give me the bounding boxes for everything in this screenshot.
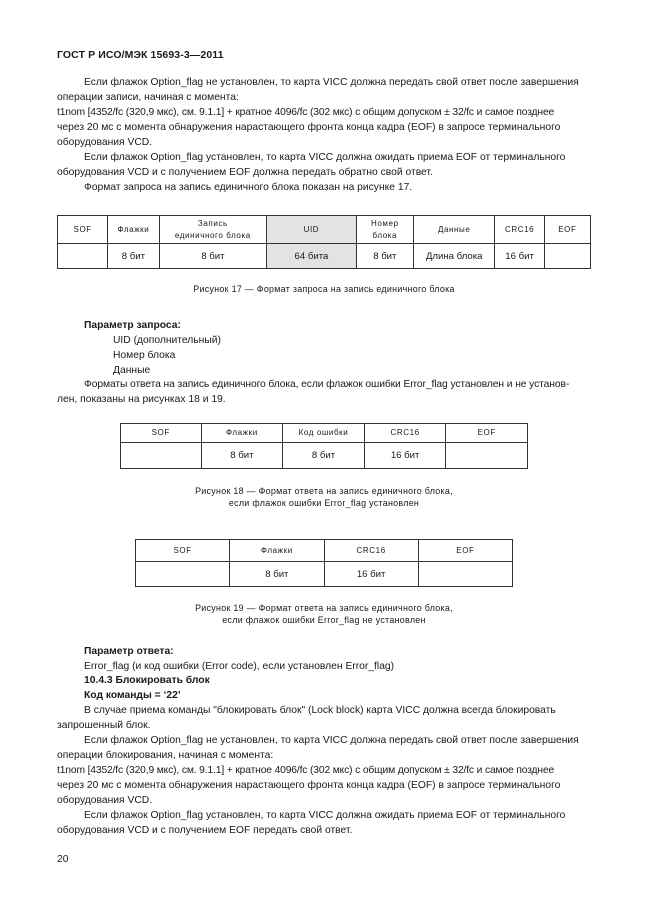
- fig18-header-error-code: Код ошибки: [283, 424, 365, 443]
- fig17-header-crc16: CRC16: [495, 216, 544, 244]
- fig19-header-sof: SOF: [136, 540, 230, 562]
- para6-line2: операции блокирования, начиная с момента:: [57, 750, 274, 761]
- fig17-header-eof: EOF: [544, 216, 590, 244]
- para5-line1: В случае приема команды "блокировать блок" (Lock block) карта VICC должна всегда блокировать: [84, 705, 556, 716]
- fig17-header-uid: UID: [267, 216, 357, 244]
- fig18-header-crc16: CRC16: [364, 424, 446, 443]
- fig18-value-crc16: 16 бит: [364, 443, 446, 469]
- fig17-header-flags: Флажки: [108, 216, 159, 244]
- fig18-value-flags: 8 бит: [201, 443, 283, 469]
- document-header: ГОСТ Р ИСО/МЭК 15693-3—2011: [57, 49, 224, 61]
- para6-line5: оборудования VCD.: [57, 795, 153, 806]
- response-param-error-flag: Error_flag (и код ошибки (Error code), если установлен Error_flag): [84, 661, 395, 672]
- para4-line2: лен, показаны на рисунках 18 и 19.: [57, 394, 226, 405]
- para1-line1: Если флажок Option_flag не установлен, то карта VICC должна передать свой ответ после завершения: [84, 77, 579, 88]
- figure-18-caption-line1: Рисунок 18 — Формат ответа на запись единичного блока,: [195, 486, 453, 496]
- para6-line4: через 20 мс с момента обнаружения нарастающего фронта конца кадра (EOF) в запросе терминального: [57, 780, 561, 791]
- para2-line1: Если флажок Option_flag установлен, то карта VICC должна ожидать приема EOF от терминального: [84, 152, 566, 163]
- para1-line3: t1nom [4352/fc (320,9 мкс), см. 9.1.1] + кратное 4096/fc (302 мкс) с общим допуском ± 32/fc и самое позднее: [57, 107, 555, 118]
- fig17-value-uid: 64 бита: [267, 244, 357, 269]
- para1-line4: через 20 мс с момента обнаружения нарастающего фронта конца кадра (EOF) в запросе терминального: [57, 122, 561, 133]
- figure-18-caption-line2: если флажок ошибки Error_flag установлен: [228, 498, 420, 508]
- fig18-header-sof: SOF: [121, 424, 202, 443]
- fig19-value-eof: [418, 562, 512, 587]
- figure-19-table: [135, 539, 513, 587]
- para4-line1: Форматы ответа на запись единичного блока, если флажок ошибки Error_flag установлен и не установ-: [84, 379, 570, 390]
- para1-line2: операции записи, начиная с момента:: [57, 92, 239, 103]
- command-code: Код команды = ‘22’: [84, 690, 181, 701]
- para7-line2: оборудования VCD и с получением EOF передать свой ответ.: [57, 825, 353, 836]
- figure-19-caption-line2: если флажок ошибки Error_flag не установлен: [222, 615, 426, 625]
- fig18-header-flags: Флажки: [201, 424, 283, 443]
- figure-19-caption-line1: Рисунок 19 — Формат ответа на запись единичного блока,: [195, 603, 453, 613]
- fig19-value-flags: 8 бит: [230, 562, 324, 587]
- request-params-title: Параметр запроса:: [84, 320, 181, 331]
- fig17-header-block-number-line2: блока: [372, 230, 398, 240]
- fig19-value-crc16: 16 бит: [324, 562, 418, 587]
- fig17-value-flags: 8 бит: [108, 244, 159, 269]
- fig17-value-sof: [58, 244, 108, 269]
- request-param-data: Данные: [113, 365, 151, 376]
- fig18-value-eof: [446, 443, 528, 469]
- fig19-header-crc16: CRC16: [324, 540, 418, 562]
- figure-18-table: [120, 423, 528, 469]
- request-param-block-number: Номер блока: [113, 350, 176, 361]
- fig18-value-error-code: 8 бит: [283, 443, 365, 469]
- section-heading: 10.4.3 Блокировать блок: [84, 675, 210, 686]
- fig17-header-sof: SOF: [58, 216, 108, 244]
- fig19-header-eof: EOF: [418, 540, 512, 562]
- fig17-header-data: Данные: [413, 216, 494, 244]
- para7-line1: Если флажок Option_flag установлен, то карта VICC должна ожидать приема EOF от терминального: [84, 810, 566, 821]
- fig17-value-eof: [544, 244, 590, 269]
- request-param-uid: UID (дополнительный): [113, 335, 221, 346]
- fig19-value-sof: [136, 562, 230, 587]
- fig17-value-data: Длина блока: [413, 244, 494, 269]
- fig18-header-eof: EOF: [446, 424, 528, 443]
- fig18-value-sof: [121, 443, 202, 469]
- fig17-value-write-block: 8 бит: [159, 244, 267, 269]
- para6-line1: Если флажок Option_flag не установлен, то карта VICC должна передать свой ответ после завершения: [84, 735, 579, 746]
- fig19-header-flags: Флажки: [230, 540, 324, 562]
- fig17-value-block-number: 8 бит: [356, 244, 413, 269]
- figure-17-table: [57, 215, 591, 269]
- fig17-header-write-block-line2: единичного блока: [174, 230, 251, 240]
- page-number: 20: [57, 854, 69, 865]
- fig17-header-block-number: [356, 216, 413, 244]
- para5-line2: запрошенный блок.: [57, 720, 151, 731]
- fig17-header-write-block-line1: Запись: [197, 218, 228, 228]
- fig17-value-crc16: 16 бит: [495, 244, 544, 269]
- para2-line2: оборудования VCD и с получением EOF должна передать обратно свой ответ.: [57, 167, 433, 178]
- para3: Формат запроса на запись единичного блока показан на рисунке 17.: [84, 182, 413, 193]
- fig17-header-block-number-line1: Номер: [371, 218, 399, 228]
- response-params-title: Параметр ответа:: [84, 646, 174, 657]
- figure-17-caption: Рисунок 17 — Формат запроса на запись единичного блока: [193, 284, 455, 294]
- para1-line5: оборудования VCD.: [57, 137, 153, 148]
- para6-line3: t1nom [4352/fc (320,9 мкс), см. 9.1.1] + кратное 4096/fc (302 мкс) с общим допуском ± 32/fc и самое позднее: [57, 765, 555, 776]
- fig17-header-write-block: [159, 216, 267, 244]
